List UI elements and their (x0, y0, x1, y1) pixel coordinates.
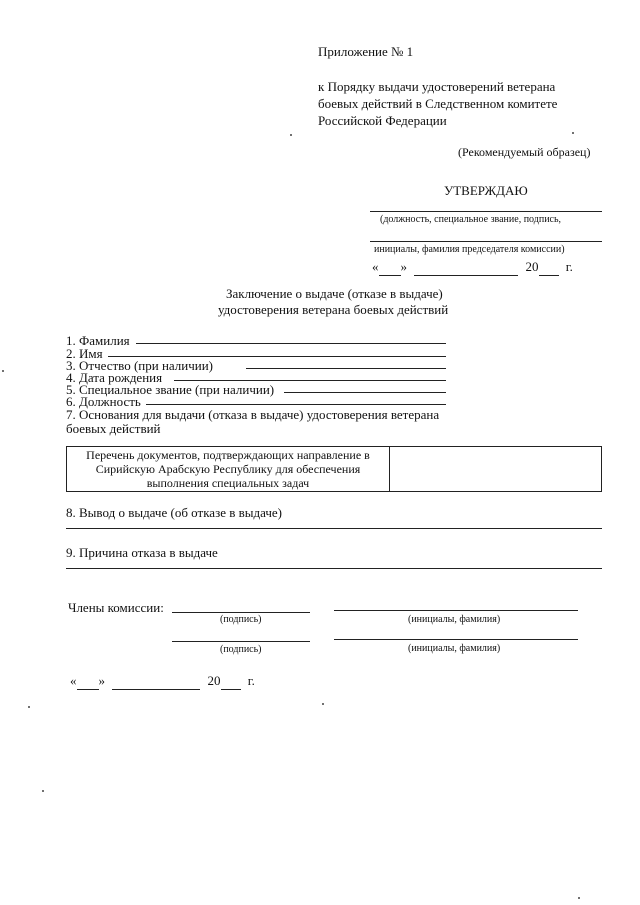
approval-month-blank (414, 259, 518, 276)
field-name-line[interactable] (108, 356, 446, 357)
approval-year-blank (539, 259, 559, 276)
field-rank-line[interactable] (284, 392, 446, 393)
conclusion-line[interactable] (66, 528, 602, 529)
basis-label-line-2: боевых действий (66, 421, 161, 436)
document-title-line-1: Заключение о выдаче (отказе в выдаче) (226, 286, 443, 301)
documents-list-line-2: Сирийскую Арабскую Республику для обеспечения (95, 462, 361, 476)
member-2-signature-caption: (подпись) (220, 644, 262, 655)
scan-speck (28, 706, 30, 708)
scan-speck (322, 703, 324, 705)
approval-date (372, 259, 573, 276)
documents-list-line-3: выполнения специальных задач (146, 476, 310, 490)
member-1-name-line[interactable] (334, 610, 578, 611)
documents-value-cell[interactable] (390, 447, 602, 492)
field-patronymic-label: 3. Отчество (при наличии) (66, 358, 214, 373)
conclusion-label: 8. Вывод о выдаче (об отказе в выдаче) (66, 505, 282, 520)
scan-speck (290, 134, 292, 136)
field-birthdate-label: 4. Дата рождения (66, 370, 163, 385)
bottom-date-quote-open: « (70, 673, 77, 688)
documents-table (66, 446, 602, 492)
field-position-label: 6. Должность (66, 394, 141, 409)
approval-date-quote-close: » (400, 259, 407, 274)
field-surname-label: 1. Фамилия (66, 333, 130, 348)
commission-members-label: Члены комиссии: (68, 600, 164, 615)
approver-name-caption: инициалы, фамилия председателя комиссии) (374, 244, 565, 255)
recommended-sample-note: (Рекомендуемый образец) (458, 145, 591, 159)
document-title-line-2: удостоверения ветерана боевых действий (218, 302, 449, 317)
documents-list-line-1: Перечень документов, подтверждающих направление в (86, 448, 370, 462)
bottom-date (70, 673, 255, 690)
approver-position-line (370, 211, 602, 212)
approval-day-blank (379, 259, 401, 276)
approval-date-quote-open: « (372, 259, 379, 274)
member-1-name-caption: (инициалы, фамилия) (408, 614, 501, 625)
member-1-signature-line[interactable] (172, 612, 310, 613)
field-rank-label: 5. Специальное звание (при наличии) (66, 382, 275, 397)
refusal-reason-label: 9. Причина отказа в выдаче (66, 545, 218, 560)
member-2-name-caption: (инициалы, фамилия) (408, 643, 501, 654)
order-reference-line-3: Российской Федерации (318, 113, 447, 128)
member-1-signature-caption: (подпись) (220, 614, 262, 625)
scan-speck (2, 370, 4, 372)
bottom-date-quote-close: » (98, 673, 105, 688)
approver-name-line (370, 241, 602, 242)
scan-speck (578, 897, 580, 899)
scan-speck (572, 132, 574, 134)
approver-position-caption: (должность, специальное звание, подпись, (380, 214, 562, 225)
order-reference-line-1: к Порядку выдачи удостоверений ветерана (318, 79, 556, 94)
field-patronymic-line[interactable] (246, 368, 446, 369)
bottom-year-blank (221, 673, 241, 690)
member-2-name-line[interactable] (334, 639, 578, 640)
bottom-day-blank (77, 673, 99, 690)
documents-list-cell (67, 447, 390, 492)
field-name-label: 2. Имя (66, 346, 103, 361)
bottom-year-suffix: г. (247, 673, 255, 688)
approval-year-prefix: 20 (525, 259, 539, 274)
member-2-signature-line[interactable] (172, 641, 310, 642)
refusal-reason-line[interactable] (66, 568, 602, 569)
scan-speck (42, 790, 44, 792)
bottom-month-blank (112, 673, 200, 690)
field-position-line[interactable] (146, 404, 446, 405)
order-reference-line-2: боевых действий в Следственном комитете (318, 96, 558, 111)
field-birthdate-line[interactable] (174, 380, 446, 381)
appendix-number: Приложение № 1 (318, 44, 414, 59)
approval-title: УТВЕРЖДАЮ (444, 183, 528, 198)
field-surname-line[interactable] (136, 343, 446, 344)
bottom-year-prefix: 20 (207, 673, 221, 688)
basis-label-line-1: 7. Основания для выдачи (отказа в выдаче) удостоверения ветерана (66, 407, 440, 422)
approval-year-suffix: г. (565, 259, 573, 274)
